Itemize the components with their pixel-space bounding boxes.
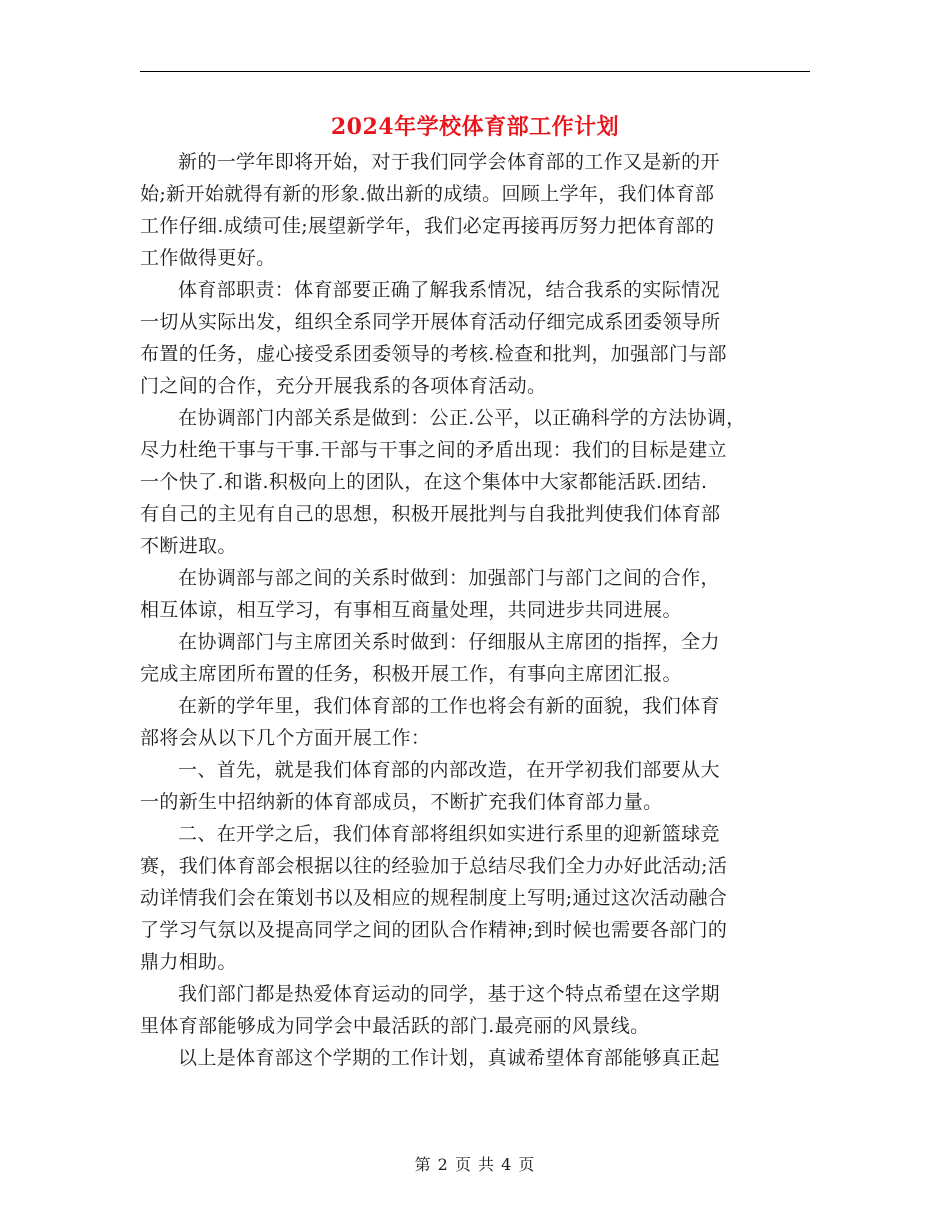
text-line: 部将会从以下几个方面开展工作： [140,727,431,749]
paragraph-8 [140,818,812,978]
text-line: 工作做得更好。 [140,247,276,269]
paragraph-9 [140,978,812,1042]
text-line: 尽力杜绝干事与干事.干部与干事之间的矛盾出现：我们的目标是建立 [140,439,727,461]
text-line: 新的一学年即将开始，对于我们同学会体育部的工作又是新的开 [178,151,720,173]
text-line: 鼎力相助。 [140,951,237,973]
text-line: 了学习气氛以及提高同学之间的团队合作精神;到时候也需要各部门的 [140,919,728,941]
text-line: 门之间的合作，充分开展我系的各项体育活动。 [140,375,547,397]
text-line: 相互体谅，相互学习，有事相互商量处理，共同进步共同进展。 [140,599,682,621]
text-line: 在协调部与部之间的关系时做到：加强部门与部门之间的合作， [178,567,720,589]
paragraph-10 [140,1042,812,1074]
header-rule [140,71,810,72]
paragraph-4 [140,562,812,626]
text-line: 一个快了.和谐.积极向上的团队，在这个集体中大家都能活跃.团结. [140,471,708,493]
text-line: 一、首先，就是我们体育部的内部改造，在开学初我们部要从大 [178,759,720,781]
text-line: 不断进取。 [140,535,237,557]
text-line: 工作仔细.成绩可佳;展望新学年，我们必定再接再厉努力把体育部的 [140,215,715,237]
paragraph-6 [140,690,812,754]
text-line: 二、在开学之后，我们体育部将组织如实进行系里的迎新篮球竞 [178,823,720,845]
text-line: 以上是体育部这个学期的工作计划，真诚希望体育部能够真正起 [178,1047,720,1069]
text-line: 体育部职责：体育部要正确了解我系情况，结合我系的实际情况 [178,279,720,301]
paragraph-1 [140,146,812,274]
document-body [140,146,812,1074]
text-line: 一切从实际出发，组织全系同学开展体育活动仔细完成系团委领导所 [140,311,721,333]
text-line: 我们部门都是热爱体育运动的同学，基于这个特点希望在这学期 [178,983,720,1005]
page-number-footer: 第 2 页 共 4 页 [414,1155,536,1174]
paragraph-7 [140,754,812,818]
text-line: 在协调部门与主席团关系时做到：仔细服从主席团的指挥，全力 [178,631,720,653]
text-line: 里体育部能够成为同学会中最活跃的部门.最亮丽的风景线。 [140,1015,650,1037]
document-title: 2024年学校体育部工作计划 [330,114,620,140]
text-line: 在协调部门内部关系是做到：公正.公平，以正确科学的方法协调， [178,407,746,429]
text-line: 在新的学年里，我们体育部的工作也将会有新的面貌，我们体育 [178,695,720,717]
text-line: 布置的任务，虚心接受系团委领导的考核.检查和批判，加强部门与部 [140,343,727,365]
text-line: 动详情我们会在策划书以及相应的规程制度上写明;通过这次活动融合 [140,887,728,909]
text-line: 一的新生中招纳新的体育部成员，不断扩充我们体育部力量。 [140,791,663,813]
text-line: 赛，我们体育部会根据以往的经验加于总结尽我们全力办好此活动;活 [140,855,728,877]
text-line: 始;新开始就得有新的形象.做出新的成绩。回顾上学年，我们体育部 [140,183,715,205]
paragraph-3 [140,402,812,562]
paragraph-5 [140,626,812,690]
paragraph-2 [140,274,812,402]
text-line: 完成主席团所布置的任务，积极开展工作，有事向主席团汇报。 [140,663,682,685]
text-line: 有自己的主见有自己的思想，积极开展批判与自我批判使我们体育部 [140,503,721,525]
